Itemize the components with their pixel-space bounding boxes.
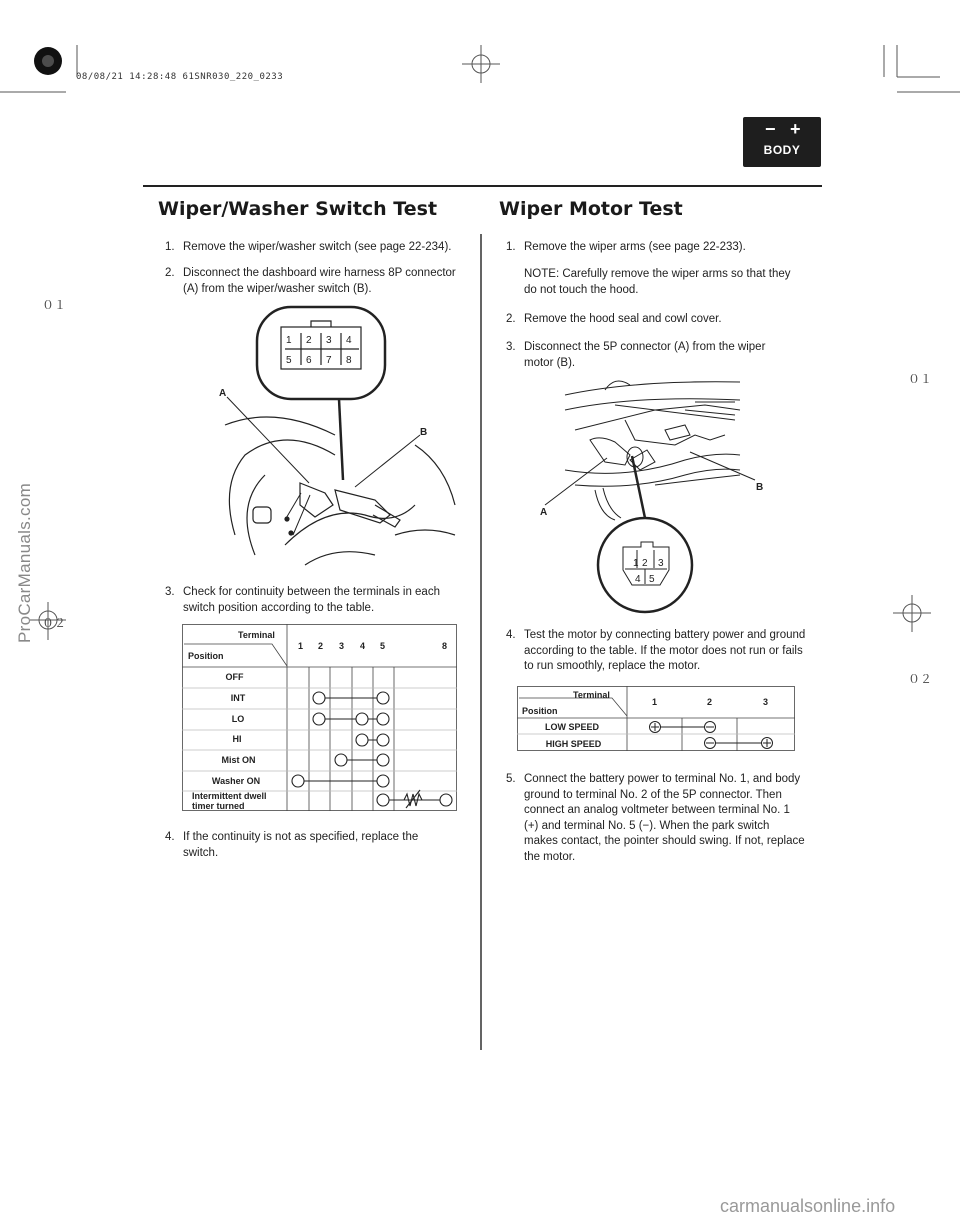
table-col-header: 1 [652,697,658,707]
label-a: A [540,507,548,518]
step-text: Test the motor by connecting battery power and ground according to the table. If the motor does not run or fails to run smoothly, replace the motor. [524,629,806,672]
table-col-header: 5 [380,641,386,651]
left-step-3 [165,585,465,616]
table-header-position: Position [522,706,558,716]
pin-label: 8 [346,355,352,366]
table-row-label: LOW SPEED [544,722,599,732]
step-number: 4. [506,629,516,641]
badge-label: BODY [763,143,801,157]
right-step-5 [506,772,806,865]
table-col-header: 3 [763,697,769,707]
step-text: Check for continuity between the terminals in each switch position according to the table. [183,586,440,614]
motor-illustration [535,370,775,625]
pin-label: 4 [635,574,641,585]
table-row-label: HIGH SPEED [545,739,602,749]
label-b: B [756,482,764,493]
step-number: 1. [506,241,516,253]
pin-label: 1 [633,558,639,569]
step-text: Remove the wiper/washer switch (see page 22-234). [183,241,452,253]
step-text: NOTE: Carefully remove the wiper arms so that they do not touch the hood. [524,268,791,296]
table-header-terminal: Terminal [573,690,610,700]
body-badge [743,117,821,167]
badge-plus: + [790,119,801,139]
right-step-note [506,267,796,298]
step-text: Connect the battery power to terminal No. 1, and body ground to terminal No. 2 of the 5P connector. Then connect an analog voltmeter between terminal No. 1 (+) and terminal No. 5 (−). When the park switch makes contact, the pointer should swing. If not, replace the motor. [524,773,805,863]
table-row-label: Mist ON [221,755,256,765]
right-step-3 [506,340,791,371]
label-a: A [219,388,227,399]
pin-label: 6 [306,355,312,366]
step-text: Remove the hood seal and cowl cover. [524,313,722,325]
table-row-label: OFF [225,672,244,682]
left-step-2 [165,266,465,297]
step-number: 1. [165,241,175,253]
pin-label: 3 [326,335,332,346]
label-b: B [420,427,428,438]
left-step-1 [165,240,470,256]
table-col-header: 1 [298,641,304,651]
pin-label: 5 [286,355,292,366]
table-col-header: 8 [442,641,448,651]
step-text: If the continuity is not as specified, replace the switch. [183,831,419,859]
table-col-header: 3 [339,641,345,651]
table-row-label: INT [230,693,246,703]
left-section-title: Wiper/Washer Switch Test [158,198,438,220]
bottom-watermark: carmanualsonline.info [720,1196,896,1216]
side-watermark: ProCarManuals.com [15,482,34,643]
step-text: Remove the wiper arms (see page 22-233). [524,241,746,253]
pin-label: 1 [286,335,292,346]
table-col-header: 2 [707,697,713,707]
margin-mark-left-bottom: ０２ [42,616,67,630]
badge-minus: − [765,119,776,139]
step-number: 2. [165,267,175,279]
margin-mark-left-top: ０１ [42,298,67,312]
table-col-header: 2 [318,641,324,651]
pin-label: 4 [346,335,352,346]
step-number: 3. [506,341,516,353]
right-section-title: Wiper Motor Test [499,198,683,220]
pin-label: 2 [642,558,648,569]
step-number: 3. [165,586,175,598]
step-text: Disconnect the dashboard wire harness 8P connector (A) from the wiper/washer switch (B). [183,267,456,295]
left-step-4 [165,830,450,861]
table-header-position: Position [188,651,224,661]
right-step-2 [506,312,806,328]
margin-mark-right-bottom: ０２ [908,672,933,686]
table-row-label: Intermittent dwell timer turned [192,791,267,811]
step-text: Disconnect the 5P connector (A) from the wiper motor (B). [524,341,766,369]
table-col-header: 4 [360,641,366,651]
step-number: 4. [165,831,175,843]
step-number: 2. [506,313,516,325]
table-row-label: Washer ON [211,776,261,786]
pin-label: 3 [658,558,664,569]
print-stamp: 08/08/21 14:28:48 61SNR030_220_0233 [76,72,284,82]
table-row-label: HI [232,734,242,744]
table-row-label: LO [231,714,245,724]
pin-label: 7 [326,355,332,366]
step-number: 5. [506,773,516,785]
switch-illustration [215,305,465,570]
pin-label: 5 [649,574,655,585]
table-header-terminal: Terminal [238,630,275,640]
margin-mark-right-top: ０１ [908,372,933,386]
right-step-4 [506,628,811,675]
pin-label: 2 [306,335,312,346]
right-step-1 [506,240,806,256]
